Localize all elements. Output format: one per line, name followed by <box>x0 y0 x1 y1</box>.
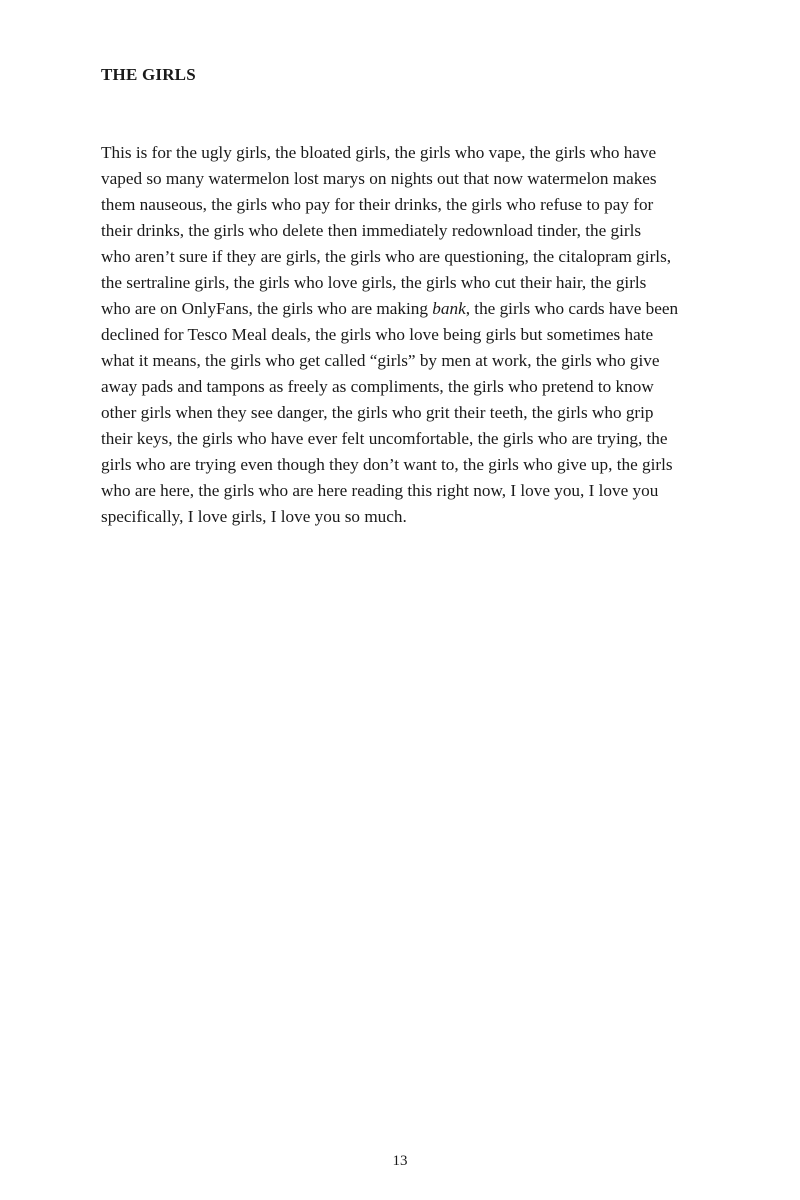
paragraph-line: their drinks, the girls who delete then immediately redownload tinder, the girls <box>101 221 642 240</box>
paragraph-line: what it means, the girls who get called “girls” by men at work, the girls who give <box>101 351 660 370</box>
emphasized-word: bank <box>432 299 466 318</box>
paragraph-line: who are on OnlyFans, the girls who are making bank, the girls who cards have been <box>101 299 679 318</box>
page-title: THE GIRLS <box>101 65 196 84</box>
paragraph-line: other girls when they see danger, the girls who grit their teeth, the girls who grip <box>101 403 654 422</box>
paragraph-line: specifically, I love girls, I love you so much. <box>101 507 407 526</box>
paragraph-line: vaped so many watermelon lost marys on nights out that now watermelon makes <box>101 169 657 188</box>
paragraph-line: who are here, the girls who are here reading this right now, I love you, I love you <box>101 481 659 500</box>
paragraph-line: their keys, the girls who have ever felt uncomfortable, the girls who are trying, the <box>101 429 668 448</box>
paragraph-line: girls who are trying even though they don’t want to, the girls who give up, the girls <box>101 455 673 474</box>
body-paragraph <box>101 140 741 530</box>
paragraph-line: This is for the ugly girls, the bloated girls, the girls who vape, the girls who have <box>101 143 657 162</box>
paragraph-line: who aren’t sure if they are girls, the girls who are questioning, the citalopram girls, <box>101 247 672 266</box>
paragraph-line: the sertraline girls, the girls who love girls, the girls who cut their hair, the girls <box>101 273 647 292</box>
page-number: 13 <box>392 1153 408 1169</box>
paragraph-line: declined for Tesco Meal deals, the girls who love being girls but sometimes hate <box>101 325 654 344</box>
paragraph-line: them nauseous, the girls who pay for their drinks, the girls who refuse to pay for <box>101 195 654 214</box>
paragraph-line: away pads and tampons as freely as compliments, the girls who pretend to know <box>101 377 654 396</box>
